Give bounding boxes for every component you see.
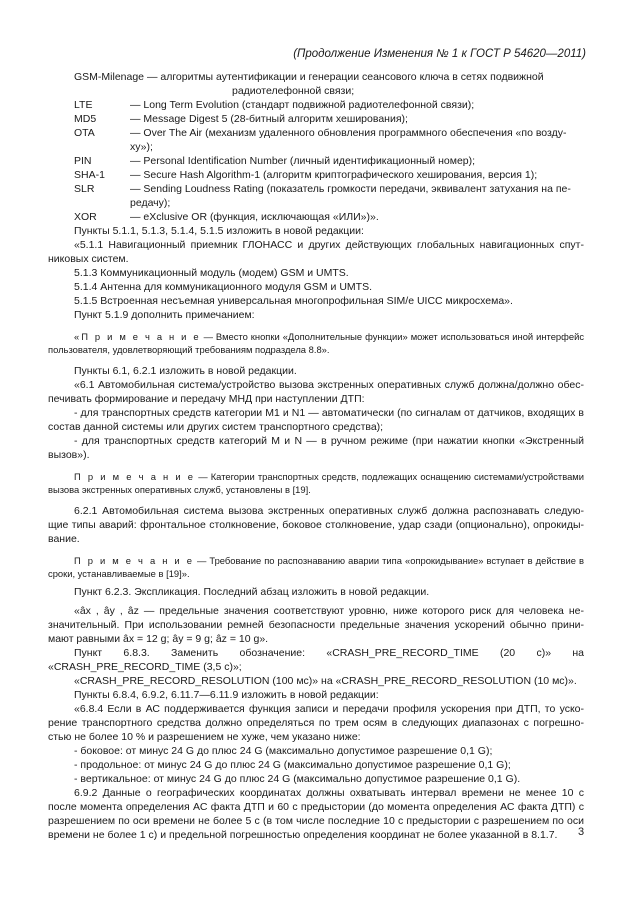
abbr-desc-cont: радиотелефонной связи; bbox=[232, 85, 355, 97]
abbr-row bbox=[48, 126, 584, 154]
abbr-desc: — Message Digest 5 (28-битный алгоритм хеширования); bbox=[130, 113, 408, 125]
paragraph: Пункты 5.1.1, 5.1.3, 5.1.4, 5.1.5 изложить в новой редакции: bbox=[74, 225, 364, 237]
paragraph: 5.1.3 Коммуникационный модуль (модем) GSM и UMTS. bbox=[74, 267, 349, 279]
abbr-term: GSM-Milenage bbox=[74, 71, 145, 83]
paragraph: «5.1.1 Навигационный приемник ГЛОНАСС и других действующих глобальных навигационных спут-никовых систем. bbox=[48, 239, 584, 265]
abbr-row bbox=[48, 98, 584, 112]
note bbox=[48, 554, 584, 580]
paragraph: - для транспортных средств категории M1 и N1 — автоматически (по сигналам от датчиков, входящих в состав данной системы или других систем транспортного средства); bbox=[48, 407, 584, 433]
abbr-desc: — Sending Loudness Rating (показатель громкости передачи, эквивалент затухания на пе-редачу); bbox=[130, 183, 571, 209]
paragraph: - для транспортных средств категорий M и N — в ручном режиме (при нажатии кнопки «Экстренный вызов»). bbox=[48, 435, 584, 461]
abbr-term: PIN bbox=[74, 155, 92, 167]
page-header: (Продолжение Изменения № 1 к ГОСТ Р 54620—2011) bbox=[293, 48, 586, 60]
paragraph: «6.8.4 Если в АС поддерживается функция записи и передачи профиля ускорения при ДТП, то уско-рение транспортного средства должно определяться по трем осям в следующих диапазонах с погрешно-стью не более 10 % и разрешением не хуже, чем указано ниже: bbox=[48, 703, 584, 743]
paragraph: «CRASH_PRE_RECORD_RESOLUTION (100 мс)» на «CRASH_PRE_RECORD_RESOLUTION (10 мс)». bbox=[74, 675, 577, 687]
abbr-desc: — Secure Hash Algorithm-1 (алгоритм криптографического хеширования, версия 1); bbox=[130, 169, 538, 181]
paragraph: Пункт 5.1.9 дополнить примечанием: bbox=[74, 309, 255, 321]
note-head: «П р и м е ч а н и е bbox=[74, 331, 201, 342]
paragraph: - вертикальное: от минус 24 G до плюс 24 G (максимально допустимое разрешение 0,1 G). bbox=[74, 773, 521, 785]
note bbox=[48, 470, 584, 496]
paragraph: 5.1.5 Встроенная несъемная универсальная многопрофильная SIM/e UICC микросхема». bbox=[74, 295, 513, 307]
paragraph: Пункты 6.1, 6.2.1 изложить в новой редакции. bbox=[74, 365, 297, 377]
note-text: — Вместо кнопки «Дополнительные функции» может использоваться иной интерфейс пользователя, удовлетворяющий требованиям подраздела 8.8». bbox=[48, 331, 585, 355]
abbr-desc: — Over The Air (механизм удаленного обновления программного обеспечения «по возду-ху»); bbox=[130, 127, 567, 153]
note bbox=[48, 330, 584, 356]
paragraph: Пункты 6.8.4, 6.9.2, 6.11.7—6.11.9 изложить в новой редакции: bbox=[74, 689, 379, 701]
note-head: П р и м е ч а н и е bbox=[74, 555, 194, 566]
paragraph: Пункт 6.2.3. Экспликация. Последний абзац изложить в новой редакции. bbox=[74, 586, 430, 598]
paragraph: Пункт 6.8.3. Заменить обозначение: «CRASH_PRE_RECORD_TIME (20 c)» на «CRASH_PRE_RECORD_TIME (3,5 c)»; bbox=[48, 647, 584, 673]
paragraph: - боковое: от минус 24 G до плюс 24 G (максимально допустимое разрешение 0,1 G); bbox=[74, 745, 493, 757]
note-text: — Требование по распознаванию аварии типа «опрокидывание» вступает в действие в сроки, устанавливаемые в [19]». bbox=[48, 555, 584, 579]
abbr-term: LTE bbox=[74, 99, 93, 111]
abbr-desc: — алгоритмы аутентификации и генерации сеансового ключа в сетях подвижной bbox=[146, 71, 544, 83]
note-head: П р и м е ч а н и е bbox=[74, 471, 196, 482]
paragraph: 5.1.4 Антенна для коммуникационного модуля GSM и UMTS. bbox=[74, 281, 372, 293]
page-content bbox=[48, 70, 584, 842]
paragraph: «âx , ây , âz — предельные значения соответствуют уровню, ниже которого риск для человека не-значительный. При использовании ремней безопасности предельные значения ускорений обычно прини-мают равными âx = 12 g; ây = 9 g; âz = 10 g». bbox=[48, 605, 584, 645]
paragraph: 6.9.2 Данные о географических координатах должны охватывать интервал времени не менее 10 с после момента определения АС факта ДТП и 60 с предыстории (до момента определения АС факта ДТП) с разрешением по оси времени не более 5 с (в том числе последние 10 с предыстории с разрешением по оси времени не более 1 с) и предельной погрешностью определения координат не более указанной в 8.1.7. bbox=[48, 787, 584, 841]
abbr-term: SHA-1 bbox=[74, 169, 105, 181]
abbr-row bbox=[48, 182, 584, 210]
abbr-term: OTA bbox=[74, 127, 95, 139]
page-number: 3 bbox=[578, 826, 585, 838]
abbr-desc: — eXclusive OR (функция, исключающая «ИЛИ»)». bbox=[130, 211, 379, 223]
abbr-term: SLR bbox=[74, 183, 95, 195]
abbr-gsm bbox=[48, 70, 584, 98]
paragraph: «6.1 Автомобильная система/устройство вызова экстренных оперативных служб должна/должно обес-печивать формирование и передачу МНД при наступлении ДТП: bbox=[48, 379, 584, 405]
abbr-desc: — Personal Identification Number (личный идентификационный номер); bbox=[130, 155, 476, 167]
abbr-desc: — Long Term Evolution (стандарт подвижной радиотелефонной связи); bbox=[130, 99, 475, 111]
abbr-row bbox=[48, 112, 584, 126]
paragraph: - продольное: от минус 24 G до плюс 24 G (максимально допустимое разрешение 0,1 G); bbox=[74, 759, 511, 771]
abbr-term: MD5 bbox=[74, 113, 97, 125]
note-text: — Категории транспортных средств, подлежащих оснащению системами/устройствами вызова экстренных оперативных служб, установлены в [19]. bbox=[48, 471, 584, 495]
abbr-row bbox=[48, 168, 584, 182]
abbr-row bbox=[48, 154, 584, 168]
abbr-term: XOR bbox=[74, 211, 97, 223]
paragraph: 6.2.1 Автомобильная система вызова экстренных оперативных служб должна распознавать следую-щие типы аварий: фронтальное столкновение, боковое столкновение, удар сзади (опционально), опрокиды-вание. bbox=[48, 505, 584, 545]
abbr-row bbox=[48, 210, 584, 224]
